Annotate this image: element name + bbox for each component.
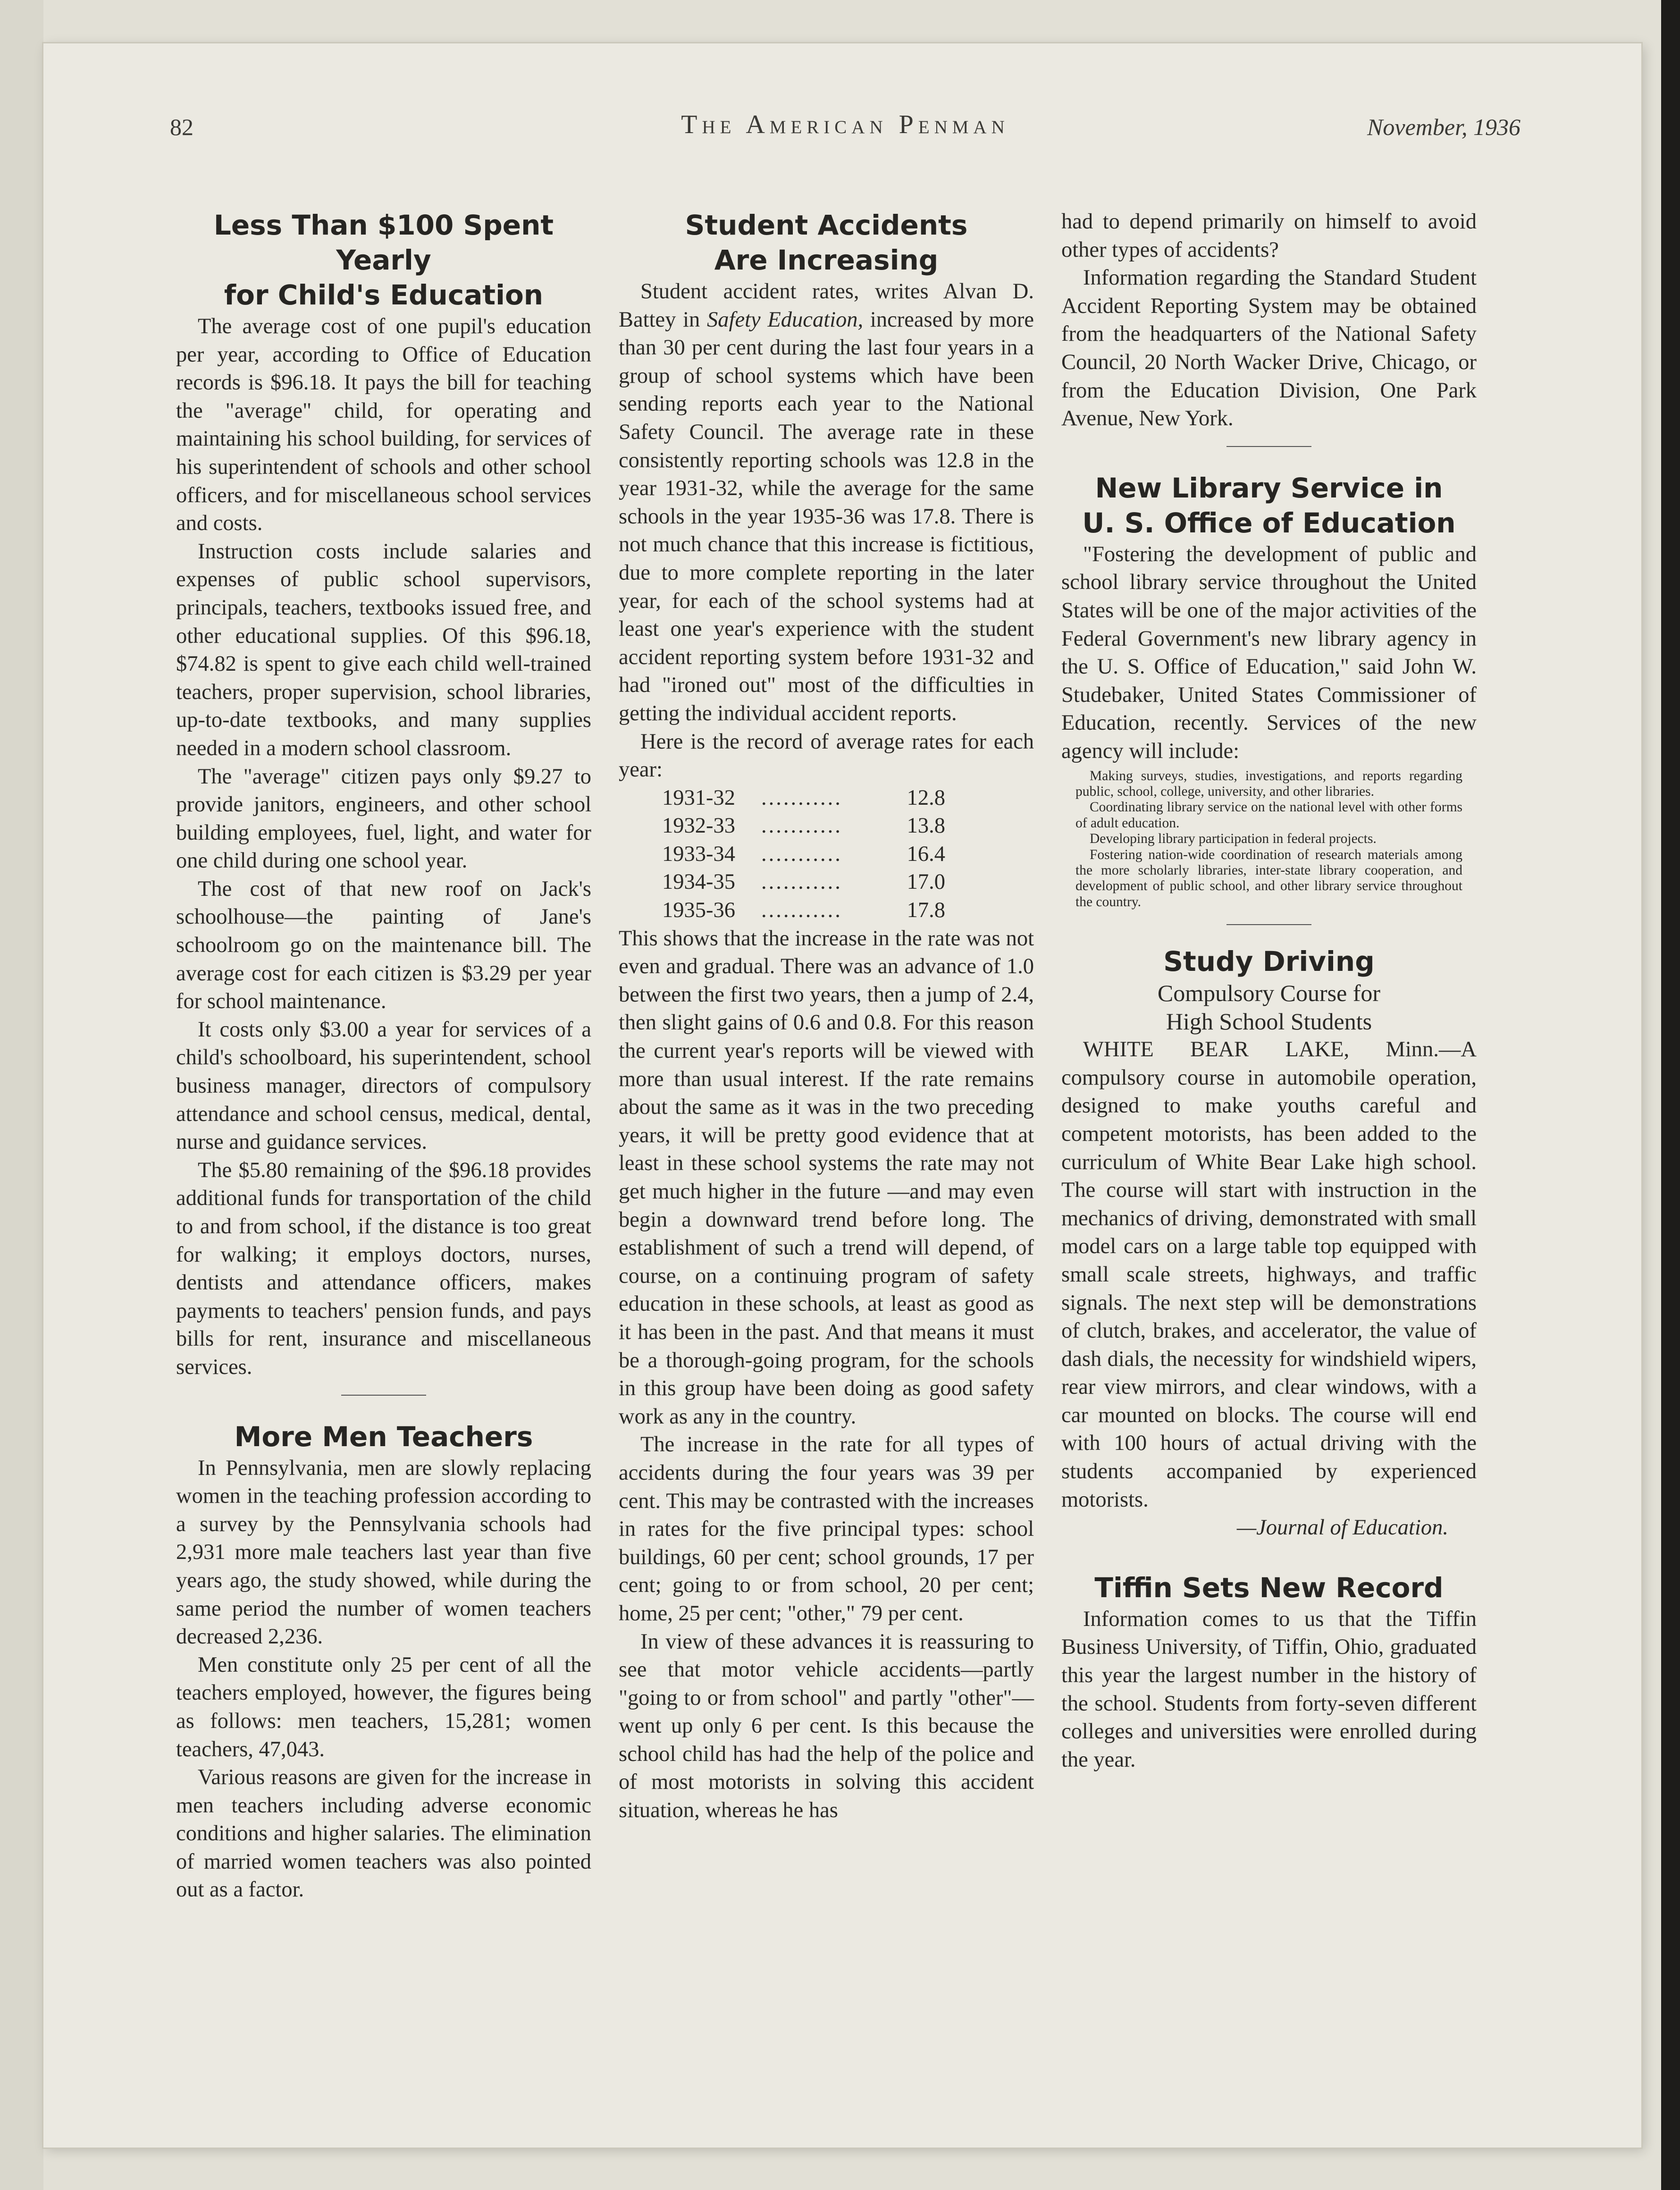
- rate-row: [662, 840, 945, 868]
- paragraph: This shows that the increase in the rate was not even and gradual. There was an advance of 1.0 between the first two years, then a jump of 2.4, then slight gains of 0.6 and 0.8. For this reason the current year's reports will be viewed with more than usual interest. If the rate remains about the same as it was in the two preceding years, it will be pretty good evidence that at least in these school systems the rate may not get much higher in the future —and may even begin a downward trend before long. The establishment of such a trend will depend, of course, on a continuing program of safety education in these schools, at least as good as it has been in the past. And that means it must be a thorough-going program, for the schools in this group have been doing as good safety work as any in the country.: [619, 926, 1034, 1429]
- article-title: [619, 208, 1034, 278]
- dot-leader: ...........: [761, 898, 842, 923]
- dot-leader: ...........: [761, 785, 842, 810]
- paragraph: The cost of that new roof on Jack's schoolhouse—the painting of Jane's schoolroom go on the maintenance bill. The average cost for each citizen is $3.29 per year for school maintenance.: [176, 876, 591, 1014]
- page-header: [170, 110, 1520, 147]
- issue-date: November, 1936: [1367, 114, 1520, 140]
- scan-border-left: [0, 0, 43, 2190]
- rate-value: 17.0: [907, 870, 945, 894]
- scan-border-right: [1661, 0, 1680, 2190]
- article-title: Study Driving: [1163, 945, 1375, 978]
- paragraph: Information regarding the Standard Student Accident Reporting System may be obtained from the headquarters of the National Safety Council, 20 North Wacker Drive, Chicago, or from the Education Division, One Park Avenue, New York.: [1061, 266, 1477, 431]
- text-run: increased by more than 30 per cent during the last four years in a group of school systems which have been sending reports each year to the National Safety Council. The average rate in these consistently reporting schools was 12.8 in the year 1931-32, while the average for the same schools in the year 1935-36 was 17.8. There is not much chance that this increase is fictitious, due to more complete reporting in the later year, for each of the school systems had at least one year's experience with the student accident reporting system before 1931-32 and had "ironed out" most of the difficulties in getting the individual accident reports.: [619, 307, 1034, 725]
- title-line: Less Than $100 Spent Yearly: [213, 209, 554, 276]
- rate-value: 16.4: [907, 842, 945, 866]
- column-1: [176, 208, 591, 1904]
- rate-year: 1933-34: [662, 842, 735, 866]
- article-subtitle: [1061, 979, 1477, 1036]
- paragraph: had to depend primarily on himself to avoid other types of accidents?: [1061, 210, 1477, 262]
- section-divider: [341, 1395, 426, 1396]
- subtitle-line: High School Students: [1166, 1008, 1372, 1035]
- rate-value: 17.8: [907, 898, 945, 923]
- title-line: Are Increasing: [714, 244, 939, 276]
- article-title: Tiffin Sets New Record: [1094, 1571, 1444, 1604]
- rate-year: 1932-33: [662, 814, 735, 838]
- paragraph: Various reasons are given for the increase in men teachers including adverse economic conditions and higher salaries. The elimination of married women teachers was also pointed out as a factor.: [176, 1765, 591, 1902]
- column-3: [1061, 208, 1477, 1774]
- rate-value: 13.8: [907, 814, 945, 838]
- paragraph: WHITE BEAR LAKE, Minn.—A compulsory course in automobile operation, designed to make youths careful and competent motorists, has been added to the curriculum of White Bear Lake high school. The course will start with instruction in the mechanics of driving, demonstrated with small model cars on a large table top equipped with small scale streets, highways, and traffic signals. The next step will be demonstrations of clutch, brakes, and accelerator, the value of dash dials, the necessity for windshield wipers, rear view mirrors, and clear windows, with a car mounted on blocks. The course will end with 100 hours of actual driving with the students accompanied by experienced motorists.: [1061, 1037, 1477, 1512]
- title-line: for Child's Education: [224, 279, 544, 311]
- page-number: 82: [170, 114, 193, 140]
- paragraph: In view of these advances it is reassuring to see that motor vehicle accidents—partly "going to or from school" and partly "other"—went up only 6 per cent. Is this because the school child has had the help of the police and of most motorists in solving this accident situation, whereas he has: [619, 1629, 1034, 1823]
- magazine-title: The American Penman: [681, 110, 1009, 139]
- source-title: Safety Education,: [707, 307, 864, 332]
- paragraph: The $5.80 remaining of the $96.18 provides additional funds for transportation of the child to and from school, if the distance is too great for walking; it employs doctors, nurses, dentists and attendance officers, makes payments to teachers' pension funds, and pays bills for rent, insurance and miscellaneous services.: [176, 1158, 591, 1379]
- service-item: Coordinating library service on the national level with other forms of adult education.: [1075, 800, 1462, 831]
- paragraph: The "average" citizen pays only $9.27 to provide janitors, engineers, and other school building employees, fuel, light, and water for one child during one school year.: [176, 764, 591, 873]
- rate-value: 12.8: [907, 785, 945, 810]
- rate-row: [662, 784, 945, 812]
- spacer: [1061, 1542, 1477, 1570]
- paragraph: [619, 278, 1034, 728]
- title-line: U. S. Office of Education: [1082, 506, 1456, 539]
- rate-row: [662, 896, 945, 925]
- rate-row: [662, 812, 945, 840]
- column-2: [619, 208, 1034, 1825]
- article-title: [176, 208, 591, 312]
- text-run: Student accident rates, writes Alvan D. Battey in: [619, 279, 1034, 332]
- paragraph: Information comes to us that the Tiffin Business University, of Tiffin, Ohio, graduated this year the largest number in the history of the school. Students from forty-seven different colleges and universities were enrolled during the year.: [1061, 1607, 1477, 1772]
- paragraph: It costs only $3.00 a year for services of a child's schoolboard, his superintendent, school business manager, directors of compulsory attendance and school census, medical, dental, nurse and guidance services.: [176, 1017, 591, 1154]
- article-title: More Men Teachers: [234, 1420, 533, 1453]
- dot-leader: ...........: [761, 842, 842, 866]
- source-credit: —Journal of Education.: [1236, 1516, 1448, 1540]
- paragraph: Instruction costs include salaries and expenses of public school supervisors, principals, teachers, textbooks issued free, and other educational supplies. Of this $96.18, $74.82 is spent to give each child well-trained teachers, proper supervision, school libraries, up-to-date textbooks, and many supplies needed in a modern school classroom.: [176, 539, 591, 760]
- section-divider: [1226, 924, 1311, 925]
- service-item: Developing library participation in federal projects.: [1090, 831, 1377, 847]
- section-divider: [1226, 446, 1311, 447]
- subtitle-line: Compulsory Course for: [1157, 980, 1381, 1007]
- dot-leader: ...........: [761, 814, 842, 838]
- title-line: New Library Service in: [1095, 472, 1443, 504]
- paragraph: Here is the record of average rates for each year:: [619, 729, 1034, 782]
- service-item: Making surveys, studies, investigations, and reports regarding public, school, college, university, and other libraries.: [1075, 768, 1462, 799]
- rates-table: [662, 784, 945, 925]
- paragraph: In Pennsylvania, men are slowly replacing women in the teaching profession according to a survey by the Pennsylvania schools had 2,931 more male teachers last year than five years ago, the study showed, while during the same period the number of women teachers decreased 2,236.: [176, 1456, 591, 1649]
- paragraph: The average cost of one pupil's education per year, according to Office of Education records is $96.18. It pays the bill for teaching the "average" child, for operating and maintaining his school building, for services of his superintendent of schools and other school officers, and for miscellaneous school services and costs.: [176, 314, 591, 536]
- dot-leader: ...........: [761, 870, 842, 894]
- title-line: Student Accidents: [685, 209, 968, 241]
- paragraph: Men constitute only 25 per cent of all the teachers employed, however, the figures being as follows: men teachers, 15,281; women teachers, 47,043.: [176, 1652, 591, 1761]
- paragraph: The increase in the rate for all types of accidents during the four years was 39 per cent. This may be contrasted with the increases in rates for the five principal types: school buildings, 60 per cent; school grounds, 17 per cent; going to or from school, 20 per cent; home, 25 per cent; "other," 79 per cent.: [619, 1432, 1034, 1626]
- article-title: [1061, 471, 1477, 540]
- rate-year: 1935-36: [662, 898, 735, 923]
- service-item: Fostering nation-wide coordination of research materials among the more scholarly libraries, inter-state library cooperation, and development of public school, and other library service throughout the country.: [1075, 847, 1462, 910]
- rate-year: 1931-32: [662, 785, 735, 810]
- services-list: [1075, 768, 1462, 910]
- rate-row: [662, 868, 945, 896]
- rate-year: 1934-35: [662, 870, 735, 894]
- paragraph: "Fostering the development of public and school library service throughout the United States will be one of the major activities of the Federal Government's new library agency in the U. S. Office of Education," said John W. Studebaker, United States Commissioner of Education, recently. Services of the new agency will include:: [1061, 542, 1477, 763]
